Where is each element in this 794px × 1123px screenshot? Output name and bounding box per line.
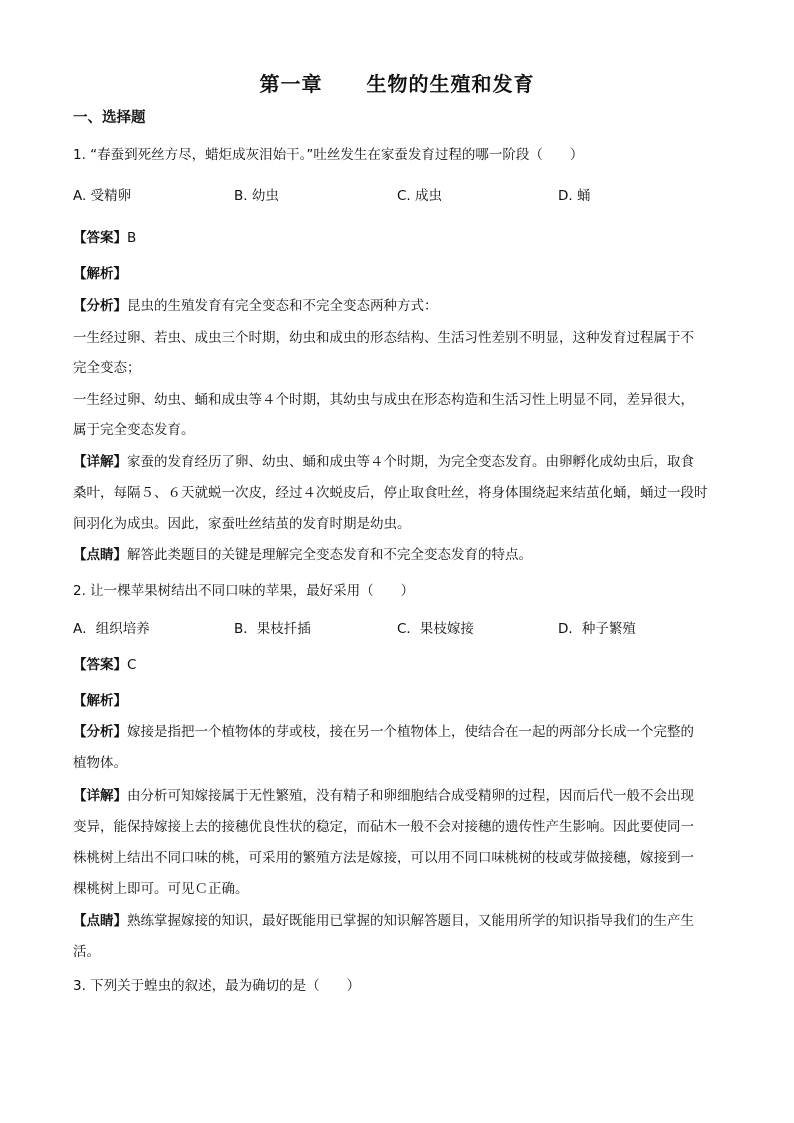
q2-answer-value: C [127, 657, 137, 673]
q1-answer [73, 228, 136, 248]
chapter-number: 第一章 [259, 72, 323, 96]
q1-option-c: C. 成虫 [397, 188, 443, 204]
q2-xj-text-1: 由分析可知嫁接属于无性繁殖，没有精子和卵细胞结合成受精卵的过程，因而后代一般不会出现 [127, 788, 694, 804]
q1-analysis-tag: 【解析】 [73, 266, 127, 282]
q2-xj-line-3: 株桃树上结出不同口味的桃，可采用的繁殖方法是嫁接，可以用不同口味桃树的枝或芽做接穗，嫁接到一 [73, 850, 694, 866]
q1-dj-line [73, 545, 532, 565]
q1-fx-tag: 【分析】 [73, 298, 127, 314]
q2-stem: 2. 让一棵苹果树结出不同口味的苹果，最好采用（ ） [73, 583, 415, 599]
q2-answer [73, 655, 136, 675]
q2-answer-tag: 【答案】 [73, 657, 127, 673]
q2-fx-text-1: 嫁接是指把一个植物体的芽或枝，接在另一个植物体上，使结合在一起的两部分长成一个完整的 [127, 724, 694, 740]
q2-option-d: D．种子繁殖 [558, 621, 636, 637]
q1-answer-value: B [127, 230, 137, 246]
q2-xj-line-4: 棵桃树上即可。可见Ｃ正确。 [73, 881, 249, 897]
q2-dj-text-1: 熟练掌握嫁接的知识，最好既能用已掌握的知识解答题目，又能用所学的知识指导我们的生产生 [127, 913, 694, 929]
q1-dj-text: 解答此类题目的关键是理解完全变态发育和不完全变态发育的特点。 [127, 547, 532, 563]
q2-dj-line-2: 活。 [73, 944, 100, 960]
chapter-name: 生物的生殖和发育 [366, 72, 535, 96]
q1-fx-line-2: 一生经过卵、若虫、成虫三个时期，幼虫和成虫的形态结构、生活习性差别不明显，这种发育过程属于不 [73, 330, 694, 346]
q2-xj-line-2: 变异，能保持嫁接上去的接穗优良性状的稳定，而砧木一般不会对接穗的遗传性产生影响。因此要使同一 [73, 819, 694, 835]
q2-dj-line-1 [73, 911, 694, 931]
q1-option-d: D. 蛹 [558, 188, 591, 204]
q1-option-b: B. 幼虫 [234, 188, 279, 204]
q2-xj-tag: 【详解】 [73, 788, 127, 804]
q2-fx-line-2: 植物体。 [73, 755, 127, 771]
q2-option-b: B．果枝扦插 [234, 621, 311, 637]
q1-fx-line-1 [73, 296, 438, 316]
chapter-title [0, 68, 794, 97]
q1-fx-line-4: 一生经过卵、幼虫、蛹和成虫等４个时期，其幼虫与成虫在形态构造和生活习性上明显不同，差异很大， [73, 392, 694, 408]
q2-fx-line-1 [73, 722, 694, 742]
q1-answer-tag: 【答案】 [73, 230, 127, 246]
q2-fx-tag: 【分析】 [73, 724, 127, 740]
q2-xj-line-1 [73, 786, 694, 806]
q1-xj-line-3: 间羽化为成虫。因此，家蚕吐丝结茧的发育时期是幼虫。 [73, 516, 411, 532]
q3-stem: 3. 下列关于蝗虫的叙述，最为确切的是（ ） [73, 978, 361, 994]
section-heading: 一、选择题 [73, 110, 146, 126]
q1-xj-line-1 [73, 452, 694, 472]
q1-fx-line-3: 完全变态； [73, 360, 141, 376]
q2-analysis-tag: 【解析】 [73, 693, 127, 709]
q2-option-c: C．果枝嫁接 [397, 621, 474, 637]
q1-option-a: A. 受精卵 [73, 188, 132, 204]
q2-option-a: A．组织培养 [73, 621, 150, 637]
q2-dj-tag: 【点睛】 [73, 913, 127, 929]
q1-xj-tag: 【详解】 [73, 454, 127, 470]
q1-fx-text-1: 昆虫的生殖发育有完全变态和不完全变态两种方式： [127, 298, 438, 314]
q1-xj-text-1: 家蚕的发育经历了卵、幼虫、蛹和成虫等４个时期，为完全变态发育。由卵孵化成幼虫后，取食 [127, 454, 694, 470]
q1-fx-line-5: 属于完全变态发育。 [73, 422, 195, 438]
q1-stem: 1. “春蚕到死丝方尽，蜡炬成灰泪始干。”吐丝发生在家蚕发育过程的哪一阶段（ ） [73, 147, 584, 163]
q1-dj-tag: 【点睛】 [73, 547, 127, 563]
q1-xj-line-2: 桑叶，每隔５、６天就蜕一次皮，经过４次蜕皮后，停止取食吐丝，将身体围绕起来结茧化蛹，蛹过一段时 [73, 485, 708, 501]
